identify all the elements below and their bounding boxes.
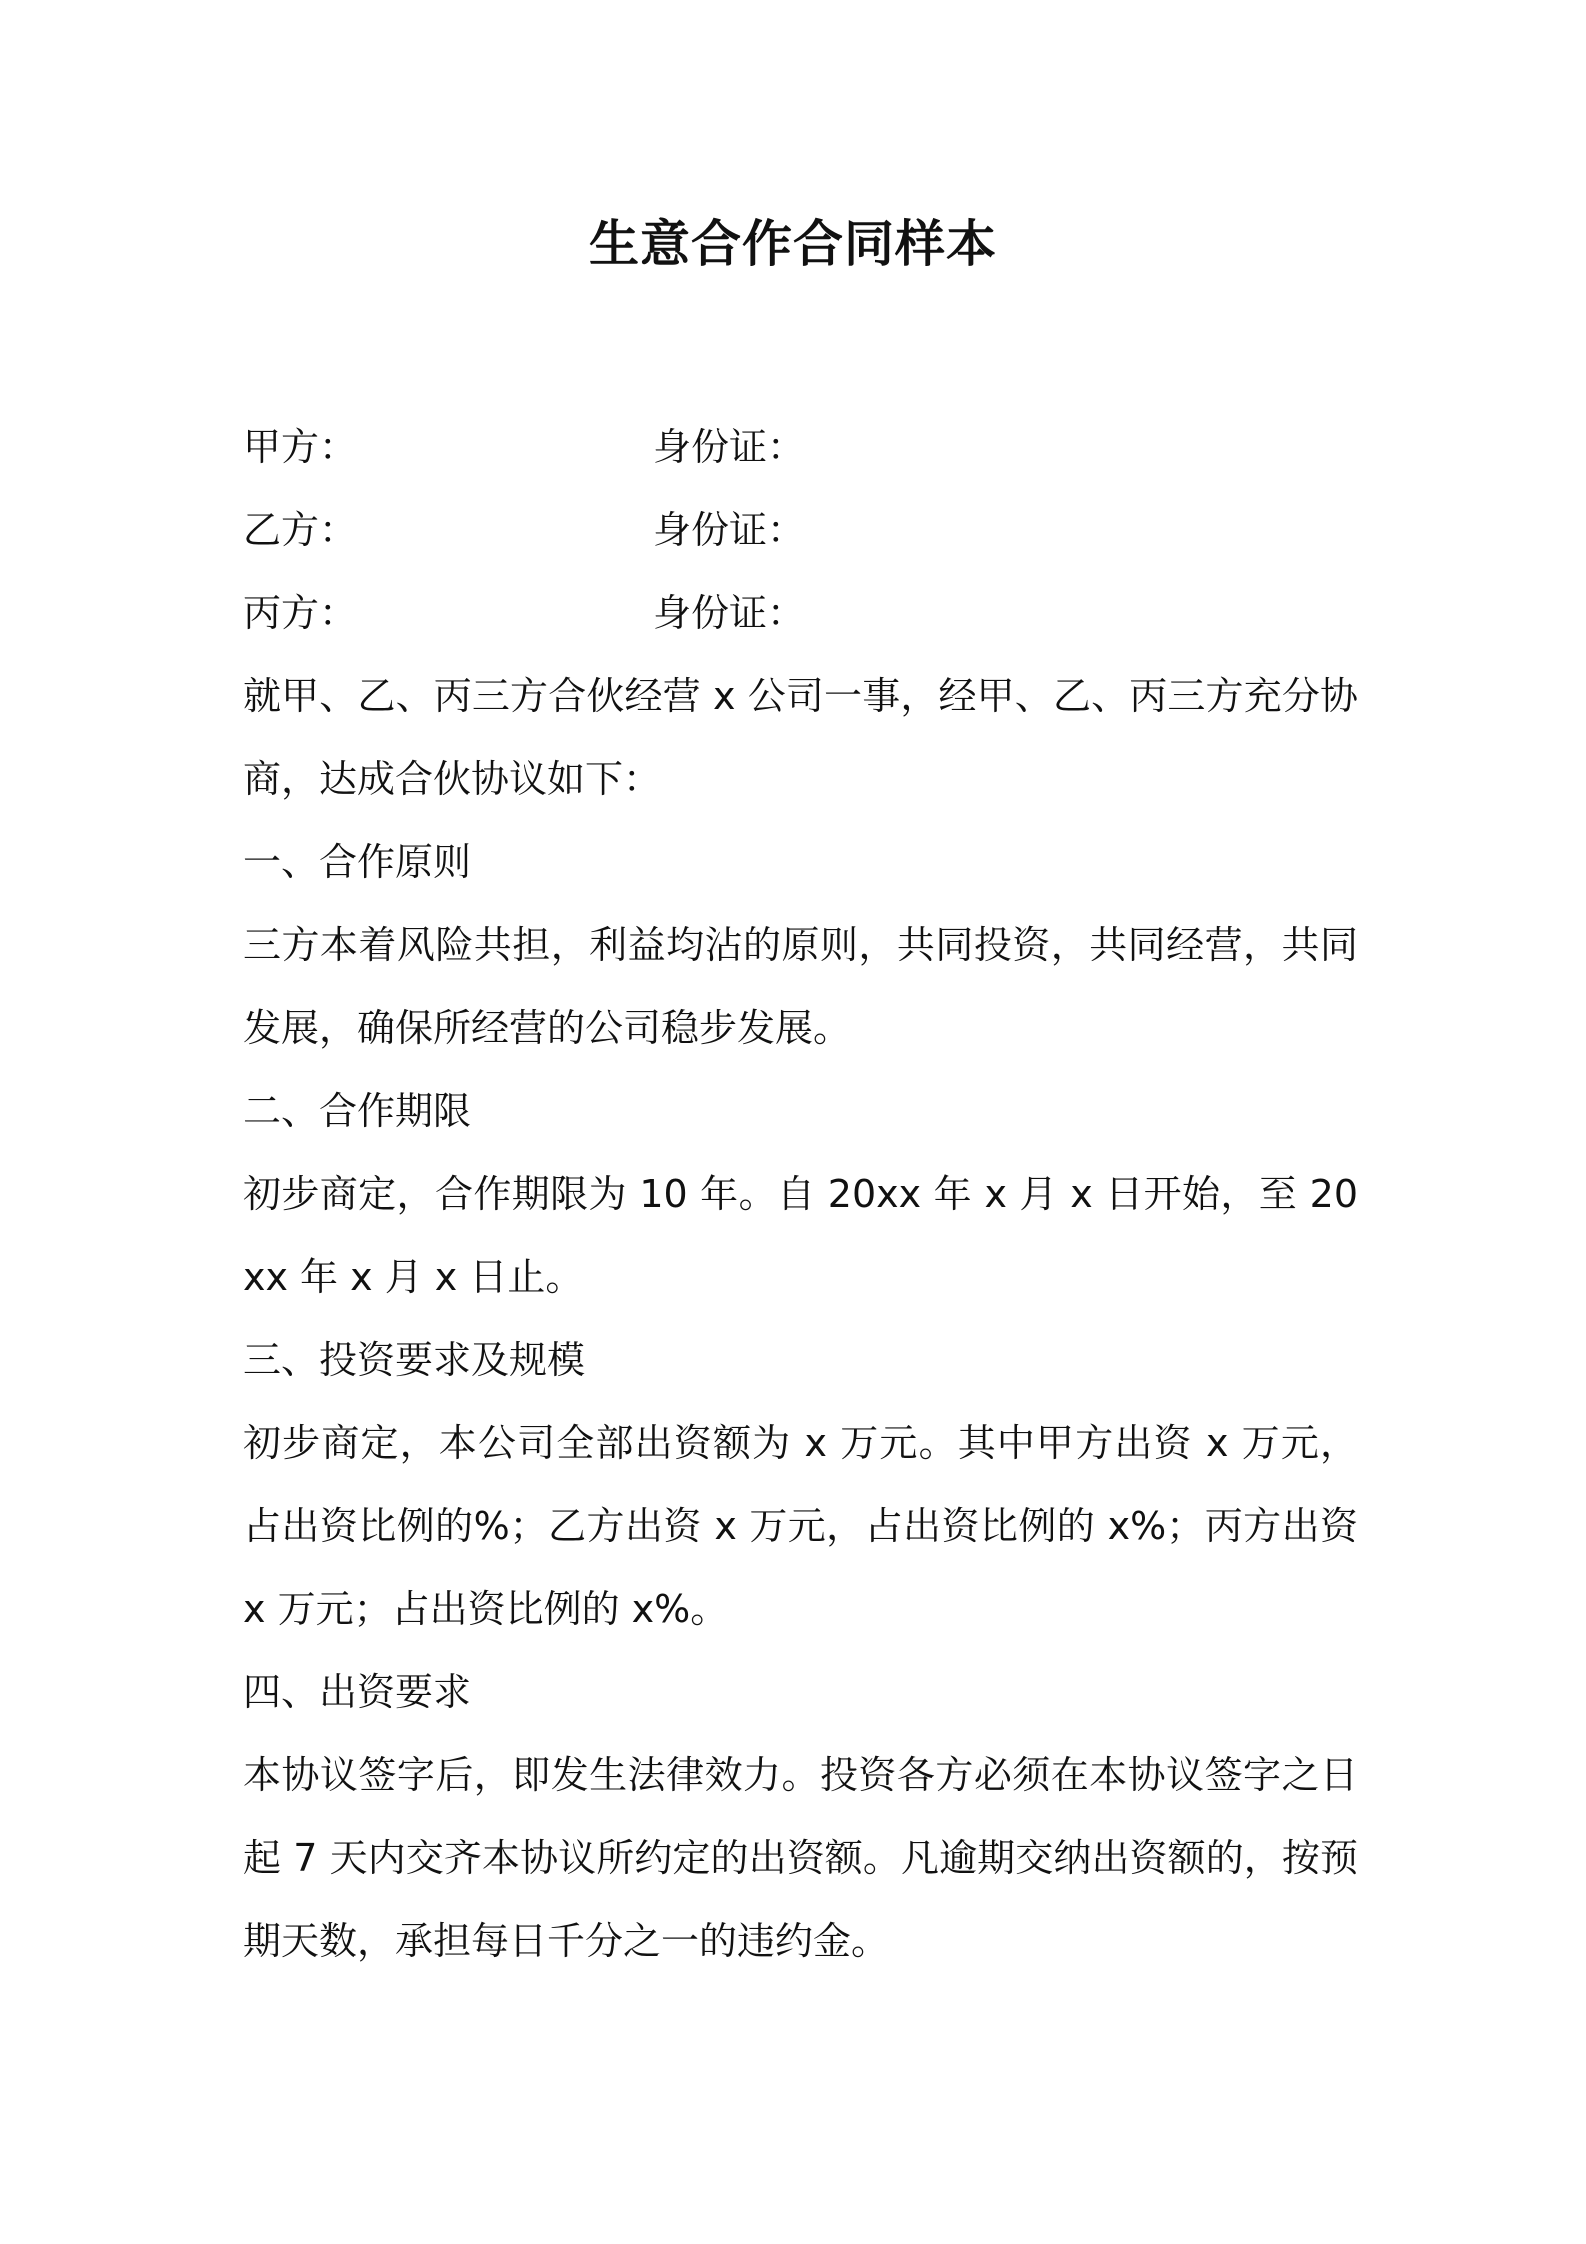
section-heading: 二、合作期限	[243, 1089, 472, 1133]
party-a-row	[243, 406, 1358, 489]
section-heading: 四、出资要求	[243, 1670, 472, 1714]
contract-body	[243, 406, 1358, 1983]
party-c-label: 丙方：	[243, 591, 358, 635]
party-b-label: 乙方：	[243, 508, 358, 552]
section-body: 本协议签字后，即发生法律效力。投资各方必须在本协议签字之日起 7 天内交齐本协议所约定的出资额。凡逾期交纳出资额的，按预期天数，承担每日千分之一的违约金。	[243, 1753, 1358, 1963]
section-body: 初步商定，本公司全部出资额为 x 万元。其中甲方出资 x 万元，占出资比例的%；乙方出资 x 万元，占出资比例的 x%；丙方出资 x 万元；占出资比例的 x%。	[243, 1421, 1358, 1631]
document-title: 生意合作合同样本	[589, 215, 997, 273]
party-b-row	[243, 489, 1358, 572]
section-heading: 一、合作原则	[243, 840, 472, 884]
party-a-label: 甲方：	[243, 425, 358, 469]
intro-paragraph: 就甲、乙、丙三方合伙经营 x 公司一事，经甲、乙、丙三方充分协商，达成合伙协议如下：	[243, 674, 1358, 801]
section-heading: 三、投资要求及规模	[243, 1338, 586, 1382]
section-body: 三方本着风险共担，利益均沾的原则，共同投资，共同经营，共同发展，确保所经营的公司稳步发展。	[243, 923, 1358, 1050]
party-a-id-label: 身份证：	[653, 425, 806, 469]
section-body: 初步商定，合作期限为 10 年。自 20xx 年 x 月 x 日开始，至 20xx 年 x 月 x 日止。	[243, 1172, 1358, 1299]
party-c-id-label: 身份证：	[653, 591, 806, 635]
party-b-id-label: 身份证：	[653, 508, 806, 552]
party-c-row	[243, 572, 1358, 655]
